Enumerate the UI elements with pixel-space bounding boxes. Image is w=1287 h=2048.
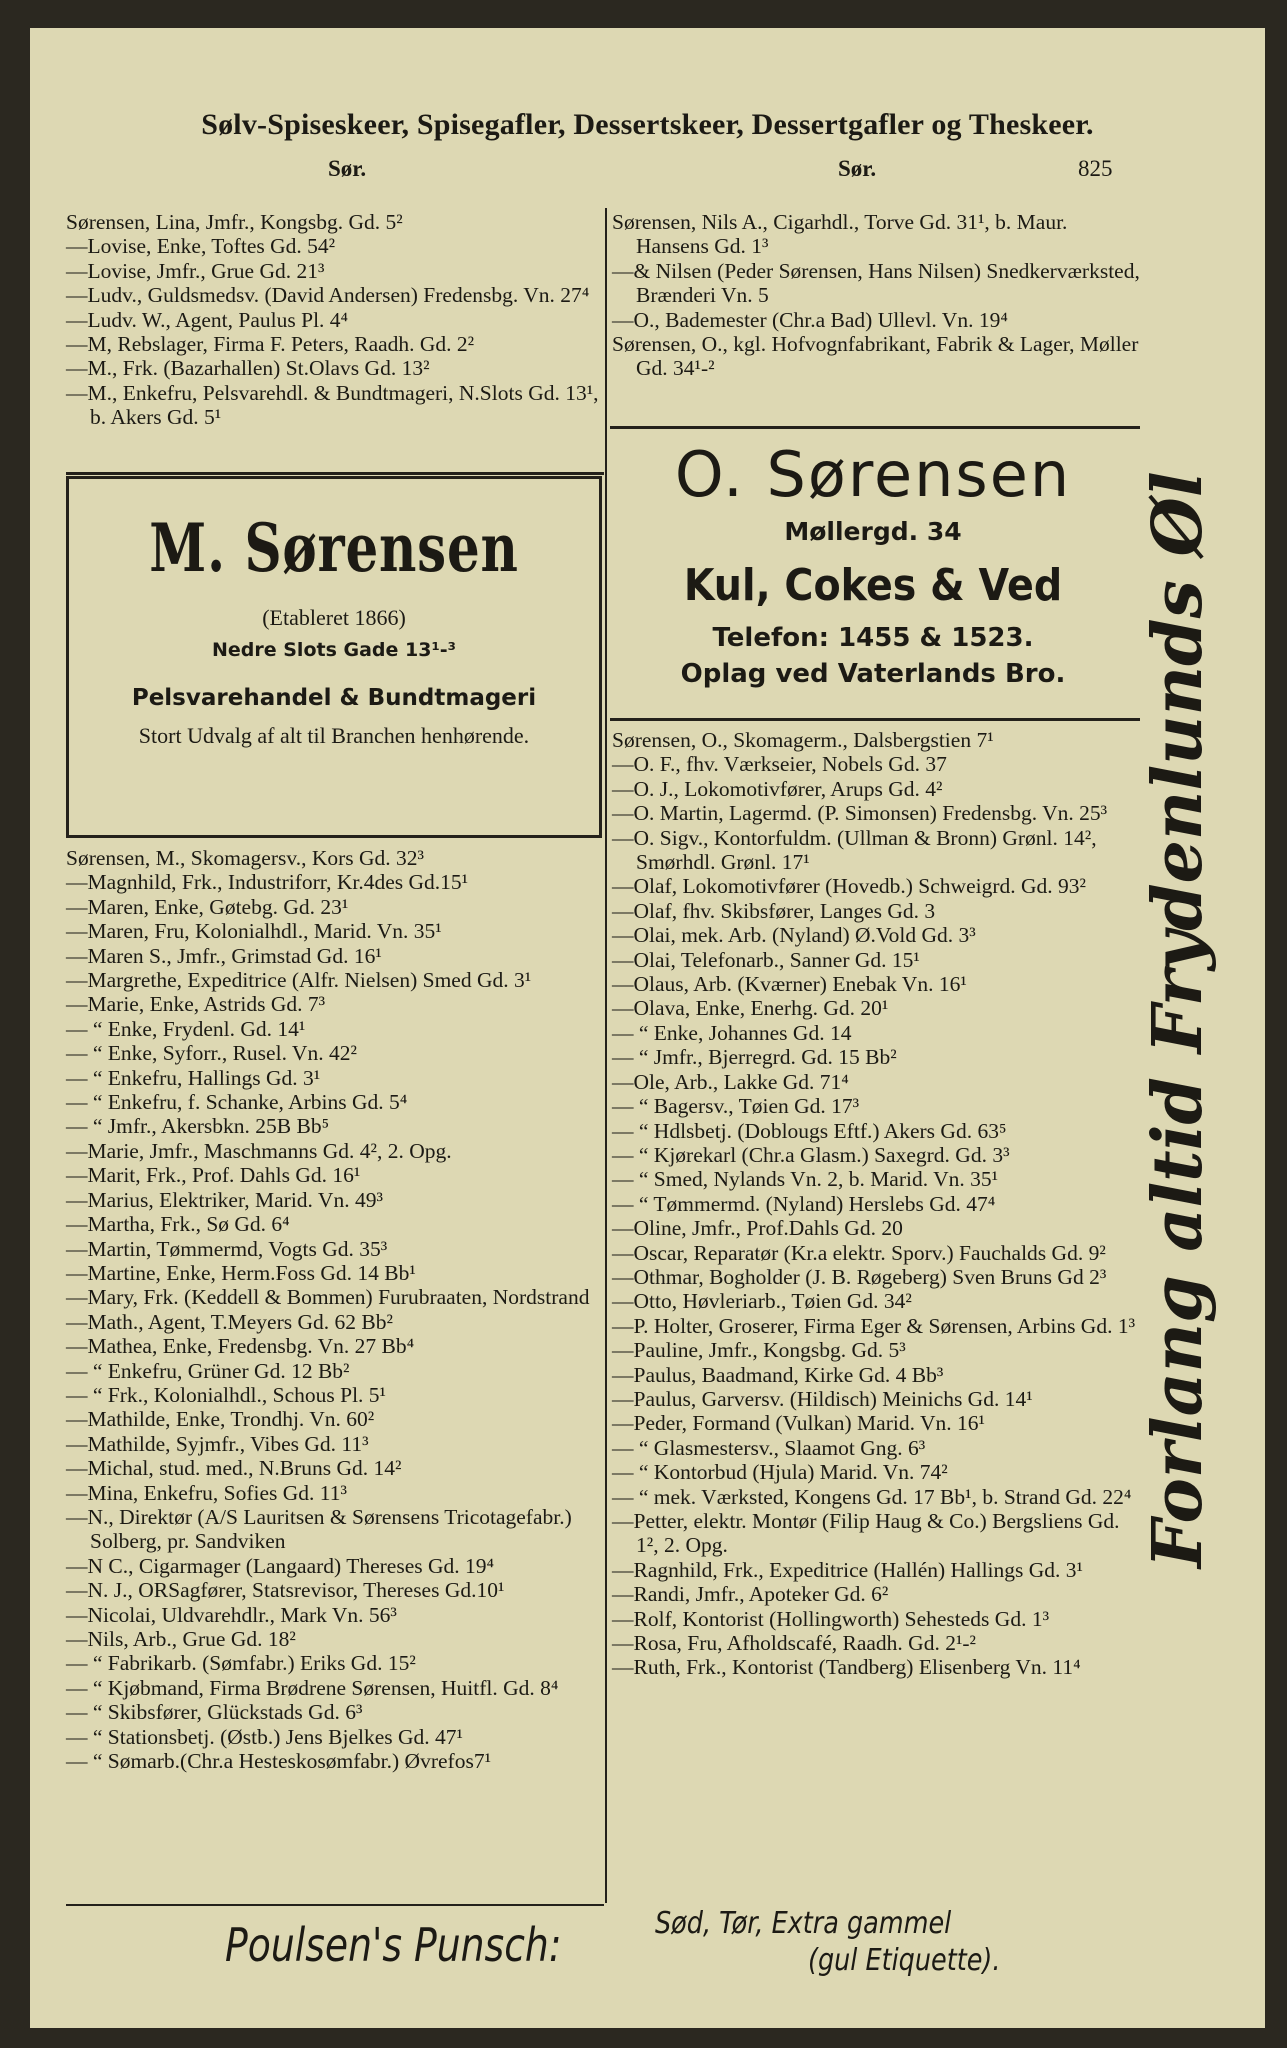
directory-entry: — “ Skibsfører, Glückstads Gd. 6³ <box>66 1700 363 1725</box>
directory-entry: —Ole, Arb., Lakke Gd. 71⁴ <box>612 1069 849 1094</box>
directory-entry: — “ Kjøbmand, Firma Brødrene Sørensen, Huitfl. Gd. 8⁴ <box>66 1675 559 1700</box>
divider-rule <box>610 426 1140 429</box>
directory-entry: —Pauline, Jmfr., Kongsbg. Gd. 5³ <box>612 1338 906 1363</box>
directory-entry: —Martin, Tømmermd, Vogts Gd. 35³ <box>66 1236 388 1261</box>
right-column-bottom <box>612 728 1142 1680</box>
directory-entry: —Paulus, Garversv. (Hildisch) Meinichs Gd. 14¹ <box>612 1386 1033 1411</box>
directory-entry: — “ Enke, Frydenl. Gd. 14¹ <box>66 1016 306 1041</box>
directory-entry: — “ Sømarb.(Chr.a Hesteskosømfabr.) Øvrefos7¹ <box>66 1749 492 1774</box>
directory-entry: —& Nilsen (Peder Sørensen, Hans Nilsen) Snedkerværksted, Brænderi Vn. 5 <box>612 258 1140 308</box>
osorensen-advertisement <box>608 438 1138 708</box>
directory-entry: —Otto, Høvleriarb., Tøien Gd. 34² <box>612 1289 912 1314</box>
directory-entry: — “ Stationsbetj. (Østb.) Jens Bjelkes Gd. 47¹ <box>66 1724 463 1749</box>
directory-entry: — “ Enkefru, Grüner Gd. 12 Bb² <box>66 1358 350 1383</box>
msorensen-advertisement <box>66 476 602 838</box>
directory-entry: —Magnhild, Frk., Industriforr, Kr.4des Gd.15¹ <box>66 870 469 895</box>
left-running-head: Sør. <box>328 156 367 181</box>
directory-entry: — “ Frk., Kolonialhdl., Schous Pl. 5¹ <box>66 1382 386 1407</box>
directory-entry: —Olai, Telefonarb., Sanner Gd. 15¹ <box>612 947 920 972</box>
directory-entry: — “ Jmfr., Akersbkn. 25B Bb⁵ <box>66 1114 330 1139</box>
directory-entry: —Paulus, Baadmand, Kirke Gd. 4 Bb³ <box>612 1362 944 1387</box>
directory-entry: —Michal, stud. med., N.Bruns Gd. 14² <box>66 1456 402 1481</box>
directory-entry: — “ Enke, Syforr., Rusel. Vn. 42² <box>66 1041 357 1066</box>
ad-business-name: M. Sørensen <box>149 509 519 587</box>
page-header-title: Sølv-Spiseskeer, Spisegafler, Dessertskeer, Dessertgafler og Theskeer. <box>201 108 1094 141</box>
directory-entry: —Oline, Jmfr., Prof.Dahls Gd. 20 <box>612 1216 903 1241</box>
footer-tagline-2: (gul Etiquette). <box>808 1943 1001 1978</box>
directory-entry: —Marius, Elektriker, Marid. Vn. 49³ <box>66 1187 383 1212</box>
directory-entry: —Marie, Jmfr., Maschmanns Gd. 4², 2. Opg. <box>66 1138 452 1163</box>
left-column-bottom <box>66 846 600 1773</box>
directory-entry: — “ mek. Værksted, Kongens Gd. 17 Bb¹, b. Strand Gd. 22⁴ <box>612 1484 1132 1509</box>
side-advertisement: Forlang altid Frydenlunds Øl <box>1138 471 1218 1568</box>
directory-entry: — “ Enke, Johannes Gd. 14 <box>612 1020 852 1045</box>
directory-entry: —Peder, Formand (Vulkan) Marid. Vn. 16¹ <box>612 1411 985 1436</box>
ad-depot: Oplag ved Vaterlands Bro. <box>680 659 1066 689</box>
directory-entry: —O. Martin, Lagermd. (P. Simonsen) Fredensbg. Vn. 25³ <box>612 801 1108 826</box>
directory-entry: —Nils, Arb., Grue Gd. 18² <box>66 1627 296 1651</box>
directory-entry: —O. Sigv., Kontorfuldm. (Ullman & Bronn) Grønl. 14², Smørhdl. Grønl. 17¹ <box>612 825 1097 875</box>
footer-brand: Poulsen's Punsch: <box>225 1918 562 1972</box>
directory-entry: — “ Kjørekarl (Chr.a Glasm.) Saxegrd. Gd. 3³ <box>612 1142 1010 1167</box>
page-number: 825 <box>1078 156 1113 181</box>
directory-entry: —Olai, mek. Arb. (Nyland) Ø.Vold Gd. 3³ <box>612 923 976 948</box>
directory-page <box>30 28 1265 2028</box>
directory-entry: —Lovise, Jmfr., Grue Gd. 21³ <box>66 258 325 283</box>
directory-entry: Sørensen, Nils A., Cigarhdl., Torve Gd. 31¹, b. Maur. Hansens Gd. 1³ <box>612 210 1068 259</box>
directory-entry: —Olaf, fhv. Skibsfører, Langes Gd. 3 <box>612 898 936 923</box>
ad-description: Stort Udvalg af alt til Branchen henhørende. <box>138 723 530 748</box>
column-divider <box>605 208 607 1903</box>
ad-business-name: O. Sørensen <box>674 438 1072 511</box>
divider-rule <box>66 472 604 475</box>
directory-entry: —Othmar, Bogholder (J. B. Røgeberg) Sven Bruns Gd 2³ <box>612 1264 1107 1289</box>
right-running-head: Sør. <box>838 156 877 181</box>
directory-entry: —Marit, Frk., Prof. Dahls Gd. 16¹ <box>66 1163 361 1188</box>
directory-entry: —Nicolai, Uldvarehdlr., Mark Vn. 56³ <box>66 1602 397 1627</box>
ad-goods: Kul, Cokes & Ved <box>683 560 1063 611</box>
directory-entry: —Olava, Enke, Enerhg. Gd. 20¹ <box>612 996 889 1021</box>
directory-entry: —Rolf, Kontorist (Hollingworth) Sehesteds Gd. 1³ <box>612 1606 1050 1631</box>
ad-phone: Telefon: 1455 & 1523. <box>712 623 1034 653</box>
directory-entry: Sørensen, Lina, Jmfr., Kongsbg. Gd. 5² <box>66 210 403 234</box>
directory-entry: —Martha, Frk., Sø Gd. 6⁴ <box>66 1212 290 1237</box>
directory-entry: —Math., Agent, T.Meyers Gd. 62 Bb² <box>66 1309 393 1334</box>
directory-entry: — “ Tømmermd. (Nyland) Herslebs Gd. 47⁴ <box>612 1191 996 1216</box>
directory-entry: — “ Kontorbud (Hjula) Marid. Vn. 74² <box>612 1460 948 1485</box>
divider-rule <box>610 718 1140 721</box>
footer-rule <box>66 1904 604 1906</box>
ad-trade: Pelsvarehandel & Bundtmageri <box>131 685 537 711</box>
directory-entry: —Martine, Enke, Herm.Foss Gd. 14 Bb¹ <box>66 1260 416 1285</box>
directory-entry: — “ Hdlsbetj. (Doblougs Eftf.) Akers Gd. 63⁵ <box>612 1118 1007 1143</box>
directory-entry: —N. J., ORSagfører, Statsrevisor, Thereses Gd.10¹ <box>66 1578 505 1603</box>
directory-entry: —Maren, Fru, Kolonialhdl., Marid. Vn. 35¹ <box>66 919 442 944</box>
directory-entry: —Ruth, Frk., Kontorist (Tandberg) Elisenberg Vn. 11⁴ <box>612 1655 1081 1680</box>
directory-entry: —Ragnhild, Frk., Expeditrice (Hallén) Hallings Gd. 3¹ <box>612 1557 1083 1582</box>
directory-entry: —Mathilde, Syjmfr., Vibes Gd. 11³ <box>66 1431 369 1456</box>
footer-tagline-1: Sød, Tør, Extra gammel <box>655 1906 952 1941</box>
directory-entry: —Maren S., Jmfr., Grimstad Gd. 16¹ <box>66 943 382 968</box>
directory-entry: — “ Enkefru, Hallings Gd. 3¹ <box>66 1065 321 1090</box>
directory-entry: —O. F., fhv. Værkseier, Nobels Gd. 37 <box>612 752 947 777</box>
directory-entry: —Mina, Enkefru, Sofies Gd. 11³ <box>66 1480 347 1505</box>
ad-address: Nedre Slots Gade 13¹-³ <box>211 639 456 661</box>
directory-entry: —Ludv. W., Agent, Paulus Pl. 4⁴ <box>66 307 349 332</box>
directory-entry: —M., Enkefru, Pelsvarehdl. & Bundtmageri, N.Slots Gd. 13¹, b. Akers Gd. 5¹ <box>66 380 599 430</box>
directory-entry: —Oscar, Reparatør (Kr.a elektr. Sporv.) Fauchalds Gd. 9² <box>612 1240 1106 1265</box>
directory-entry: —Lovise, Enke, Toftes Gd. 54² <box>66 234 336 259</box>
directory-entry: —Rosa, Fru, Afholdscafé, Raadh. Gd. 2¹-² <box>612 1631 976 1656</box>
directory-entry: —Margrethe, Expeditrice (Alfr. Nielsen) Smed Gd. 3¹ <box>66 968 532 993</box>
directory-entry: —Randi, Jmfr., Apoteker Gd. 6² <box>612 1582 889 1607</box>
directory-entry: — “ Glasmestersv., Slaamot Gng. 6³ <box>612 1435 926 1460</box>
directory-entry: — “ Smed, Nylands Vn. 2, b. Marid. Vn. 35¹ <box>612 1167 999 1192</box>
directory-entry: —N., Direktør (A/S Lauritsen & Sørensens Tricotagefabr.) Solberg, pr. Sandviken <box>66 1504 572 1554</box>
directory-entry: —Olaus, Arb. (Kværner) Enebak Vn. 16¹ <box>612 972 967 997</box>
directory-entry: —O., Bademester (Chr.a Bad) Ullevl. Vn. 19⁴ <box>612 307 1008 332</box>
directory-entry: —Petter, elektr. Montør (Filip Haug & Co.) Bergsliens Gd. 1², 2. Opg. <box>612 1509 1120 1558</box>
right-column-top <box>612 210 1140 381</box>
directory-entry: —Mathea, Enke, Fredensbg. Vn. 27 Bb⁴ <box>66 1334 415 1359</box>
ad-established: (Etableret 1866) <box>262 605 406 630</box>
directory-entry: — “ Bagersv., Tøien Gd. 17³ <box>612 1094 860 1119</box>
directory-entry: —P. Holter, Groserer, Firma Eger & Sørensen, Arbins Gd. 1³ <box>612 1313 1136 1338</box>
directory-entry: —O. J., Lokomotivfører, Arups Gd. 4² <box>612 776 943 801</box>
directory-entry: —Mary, Frk. (Keddell & Bommen) Furubraaten, Nordstrand <box>66 1285 590 1310</box>
directory-entry: —M., Frk. (Bazarhallen) St.Olavs Gd. 13² <box>66 356 430 381</box>
directory-entry: —N C., Cigarmager (Langaard) Thereses Gd. 19⁴ <box>66 1553 495 1578</box>
directory-entry: — “ Jmfr., Bjerregrd. Gd. 15 Bb² <box>612 1045 897 1070</box>
left-column-top <box>66 210 600 430</box>
directory-entry: —M, Rebslager, Firma F. Peters, Raadh. Gd. 2² <box>66 332 475 357</box>
directory-entry: — “ Enkefru, f. Schanke, Arbins Gd. 5⁴ <box>66 1090 408 1115</box>
directory-entry: Sørensen, O., kgl. Hofvognfabrikant, Fabrik & Lager, Møller Gd. 34¹-² <box>612 332 1139 381</box>
directory-entry: —Mathilde, Enke, Trondhj. Vn. 60² <box>66 1407 375 1432</box>
directory-entry: —Marie, Enke, Astrids Gd. 7³ <box>66 992 326 1017</box>
directory-entry: Sørensen, O., Skomagerm., Dalsbergstien 7¹ <box>612 728 994 752</box>
directory-entry: —Maren, Enke, Gøtebg. Gd. 23¹ <box>66 894 349 919</box>
directory-entry: —Olaf, Lokomotivfører (Hovedb.) Schweigrd. Gd. 93² <box>612 874 1086 899</box>
directory-entry: —Ludv., Guldsmedsv. (David Andersen) Fredensbg. Vn. 27⁴ <box>66 283 590 308</box>
directory-entry: — “ Fabrikarb. (Sømfabr.) Eriks Gd. 15² <box>66 1651 416 1676</box>
directory-entry: Sørensen, M., Skomagersv., Kors Gd. 32³ <box>66 846 424 870</box>
ad-address: Møllergd. 34 <box>784 517 962 546</box>
